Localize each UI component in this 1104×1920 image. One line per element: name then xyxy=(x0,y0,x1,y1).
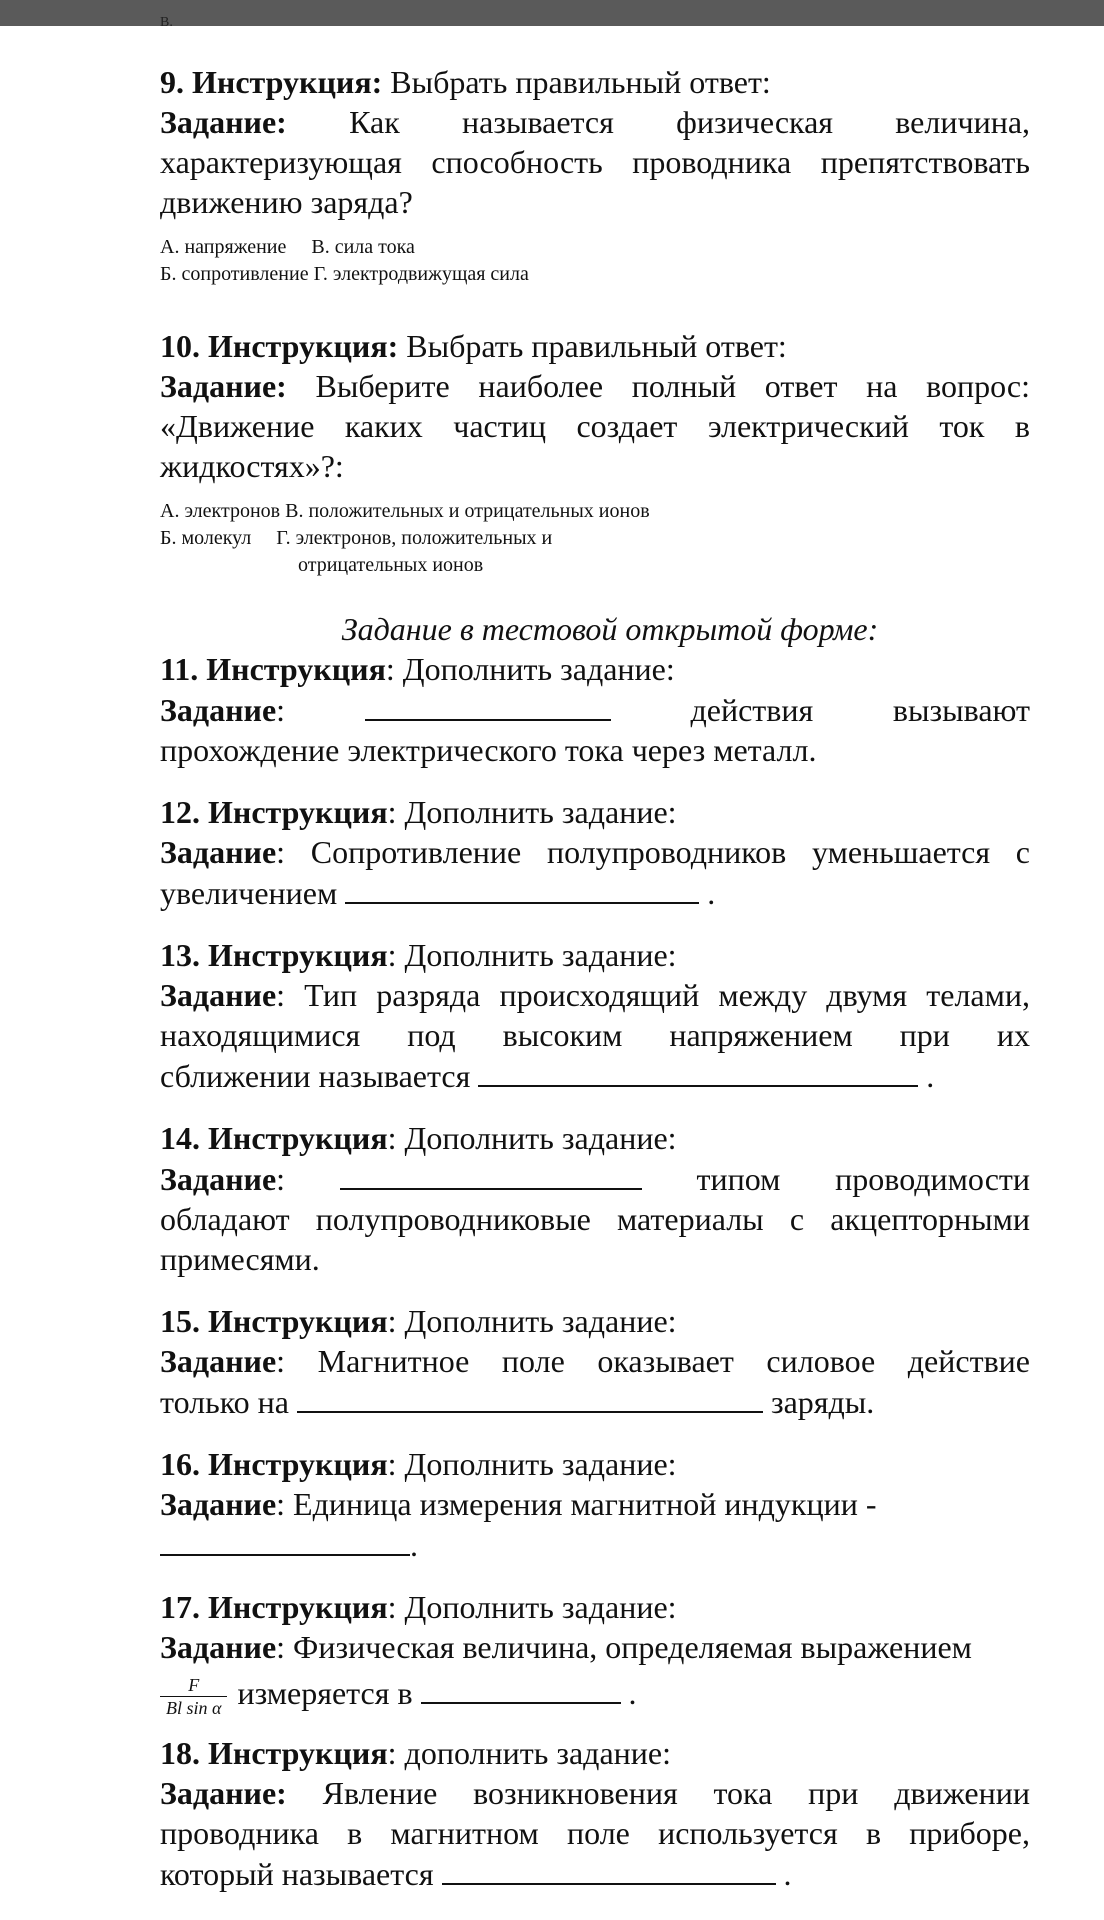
instruction-text: Выбрать правильный ответ: xyxy=(390,64,771,100)
task-end: заряды. xyxy=(770,1384,875,1420)
task-label: Задание: xyxy=(160,368,287,404)
question-11-task-line-2: прохождение электрического тока через металл. xyxy=(160,732,817,768)
answer-blank[interactable] xyxy=(160,1524,410,1556)
task-end: . xyxy=(707,875,716,911)
task-label: Задание xyxy=(160,1161,277,1197)
instruction-label: Инструкция: xyxy=(208,328,399,364)
task-word: действия xyxy=(690,692,814,728)
question-15 xyxy=(160,1301,1030,1422)
question-10-task-line-1 xyxy=(160,366,1030,406)
task-end: . xyxy=(410,1527,418,1563)
question-9-task-line-3: движению заряда? xyxy=(160,184,413,220)
task-label-group xyxy=(160,692,285,728)
task-label: Задание: xyxy=(160,1775,287,1812)
document-page xyxy=(160,62,1030,1894)
cut-off-text: В. xyxy=(160,16,173,26)
instruction-text: : Дополнить задание: xyxy=(387,1446,677,1482)
question-12-heading xyxy=(160,792,1030,832)
instruction-label: Инструкция xyxy=(208,1589,388,1625)
question-18 xyxy=(160,1733,1030,1894)
task-colon: : xyxy=(276,692,286,728)
question-10 xyxy=(160,326,1030,579)
question-11-task-line-1 xyxy=(160,689,1030,730)
question-number: 12. xyxy=(160,794,200,830)
answer-blank[interactable] xyxy=(478,1055,918,1087)
task-word: типом xyxy=(696,1161,781,1197)
question-12-task-line-1 xyxy=(160,832,1030,872)
question-9-task-line-1 xyxy=(160,102,1030,142)
question-9-answers-line-2: Б. сопротивление Г. электродвижущая сила xyxy=(160,263,529,285)
instruction-text: : Дополнить задание: xyxy=(387,1303,677,1339)
instruction-text: : дополнить задание: xyxy=(387,1735,671,1772)
task-text: : Единица измерения магнитной индукции - xyxy=(276,1486,877,1522)
answer-blank[interactable] xyxy=(340,1158,642,1190)
question-17-task-line-1 xyxy=(160,1627,1030,1667)
task-word: вызывают xyxy=(892,692,1031,728)
question-16-task-line-1 xyxy=(160,1484,1030,1524)
question-12-task-line-2 xyxy=(160,872,1030,913)
question-14-task-line-3: примесями. xyxy=(160,1241,320,1277)
answer-blank[interactable] xyxy=(297,1381,763,1413)
question-10-answers-line-2: Б. молекул Г. электронов, положительных и xyxy=(160,527,553,549)
question-9-answers-line-1: А. напряжение В. сила тока xyxy=(160,236,415,258)
question-number: 14. xyxy=(160,1120,200,1156)
answer-blank[interactable] xyxy=(345,872,699,904)
top-dark-bar xyxy=(0,0,1104,26)
question-number: 10. xyxy=(160,328,200,364)
task-text: увеличением xyxy=(160,875,338,911)
question-9-task-line-2: характеризующая способность проводника препятствовать xyxy=(160,144,1030,180)
question-9-heading xyxy=(160,62,1030,102)
task-label-group xyxy=(160,1161,285,1197)
question-number: 15. xyxy=(160,1303,200,1339)
question-17-task-line-2 xyxy=(160,1667,1030,1719)
instruction-text: : Дополнить задание: xyxy=(387,794,677,830)
question-number: 18. xyxy=(160,1735,200,1772)
task-word: величина, xyxy=(895,104,1031,140)
task-label: Задание xyxy=(160,1486,277,1522)
instruction-label: Инструкция xyxy=(208,1120,388,1156)
question-12 xyxy=(160,792,1030,913)
instruction-text: : Дополнить задание: xyxy=(387,937,677,973)
question-number: 16. xyxy=(160,1446,200,1482)
task-text: : Сопротивление полупроводников уменьшается с xyxy=(276,834,1030,870)
task-label: Задание: xyxy=(160,104,287,140)
question-17-heading xyxy=(160,1587,1030,1627)
question-9 xyxy=(160,62,1030,288)
task-label: Задание xyxy=(160,1343,277,1379)
question-11 xyxy=(160,649,1030,770)
task-text: : Физическая величина, определяемая выражением xyxy=(276,1629,972,1665)
task-text: который называется xyxy=(160,1856,434,1893)
instruction-label: Инструкция xyxy=(206,651,386,687)
question-10-heading xyxy=(160,326,1030,366)
question-14-task-line-1 xyxy=(160,1158,1030,1199)
question-number: 17. xyxy=(160,1589,200,1625)
question-18-task-line-1 xyxy=(160,1773,1030,1813)
question-14-heading xyxy=(160,1118,1030,1158)
question-14 xyxy=(160,1118,1030,1279)
task-text: измеряется в xyxy=(237,1675,413,1711)
task-label: Задание xyxy=(160,692,277,728)
question-10-task-line-2: «Движение каких частиц создает электрический ток в xyxy=(160,408,1030,444)
answer-blank[interactable] xyxy=(365,689,611,721)
task-word: физическая xyxy=(676,104,833,140)
task-text: : Магнитное поле оказывает силовое действие xyxy=(276,1343,1030,1379)
task-text: : Тип разряда происходящий между двумя телами, xyxy=(276,977,1030,1013)
instruction-text: : Дополнить задание: xyxy=(387,1589,677,1625)
answer-blank[interactable] xyxy=(442,1853,776,1885)
question-10-task-line-3: жидкостях»?: xyxy=(160,448,344,484)
task-text: только на xyxy=(160,1384,289,1420)
task-colon: : xyxy=(276,1161,286,1197)
question-10-answers-line-1: А. электронов В. положительных и отрицательных ионов xyxy=(160,500,650,522)
instruction-label: Инструкция: xyxy=(192,64,383,100)
task-end: . xyxy=(783,1856,792,1893)
question-10-answers-line-3: отрицательных ионов xyxy=(298,554,484,576)
instruction-text: Выбрать правильный ответ: xyxy=(406,328,787,364)
task-label: Задание xyxy=(160,977,277,1013)
question-13 xyxy=(160,935,1030,1096)
question-number: 13. xyxy=(160,937,200,973)
question-13-task-line-1 xyxy=(160,975,1030,1015)
question-16 xyxy=(160,1444,1030,1565)
instruction-text: : Дополнить задание: xyxy=(387,1120,677,1156)
task-label: Задание xyxy=(160,834,277,870)
answer-blank[interactable] xyxy=(421,1672,621,1704)
question-number: 9. xyxy=(160,64,184,100)
question-15-task-line-1 xyxy=(160,1341,1030,1381)
section-title: Задание в тестовой открытой форме: xyxy=(341,611,879,647)
question-15-heading xyxy=(160,1301,1030,1341)
formula-fraction xyxy=(160,1674,227,1719)
task-word: называется xyxy=(461,104,614,140)
question-16-task-line-2 xyxy=(160,1524,1030,1565)
task-label: Задание xyxy=(160,1629,277,1665)
task-end: . xyxy=(628,1675,637,1711)
task-text: Выберите наиболее полный ответ на вопрос: xyxy=(315,368,1031,404)
task-text: Явление возникновения тока при движении xyxy=(322,1775,1031,1812)
question-15-task-line-2 xyxy=(160,1381,1030,1422)
instruction-text: : Дополнить задание: xyxy=(385,651,675,687)
question-11-heading xyxy=(160,649,1030,689)
question-16-heading xyxy=(160,1444,1030,1484)
question-18-heading xyxy=(160,1733,1030,1773)
question-13-heading xyxy=(160,935,1030,975)
instruction-label: Инструкция xyxy=(208,1735,388,1772)
question-13-task-line-2: находящимися под высоким напряжением при их xyxy=(160,1017,1030,1053)
question-18-task-line-3 xyxy=(160,1853,1030,1894)
instruction-label: Инструкция xyxy=(208,937,388,973)
question-17 xyxy=(160,1587,1030,1719)
instruction-label: Инструкция xyxy=(208,1446,388,1482)
task-word: проводимости xyxy=(835,1161,1031,1197)
question-18-task-line-2: проводника в магнитном поле используется в приборе, xyxy=(160,1815,1030,1852)
question-number: 11. xyxy=(160,651,199,687)
fraction-denominator: Bl sin α xyxy=(166,1698,222,1719)
instruction-label: Инструкция xyxy=(208,794,388,830)
task-end: . xyxy=(926,1058,935,1094)
question-13-task-line-3 xyxy=(160,1055,1030,1096)
question-14-task-line-2: обладают полупроводниковые материалы с акцепторными xyxy=(160,1201,1030,1237)
task-word: Как xyxy=(349,104,400,140)
task-text: сближении называется xyxy=(160,1058,471,1094)
instruction-label: Инструкция xyxy=(208,1303,388,1339)
fraction-numerator: F xyxy=(160,1674,227,1697)
